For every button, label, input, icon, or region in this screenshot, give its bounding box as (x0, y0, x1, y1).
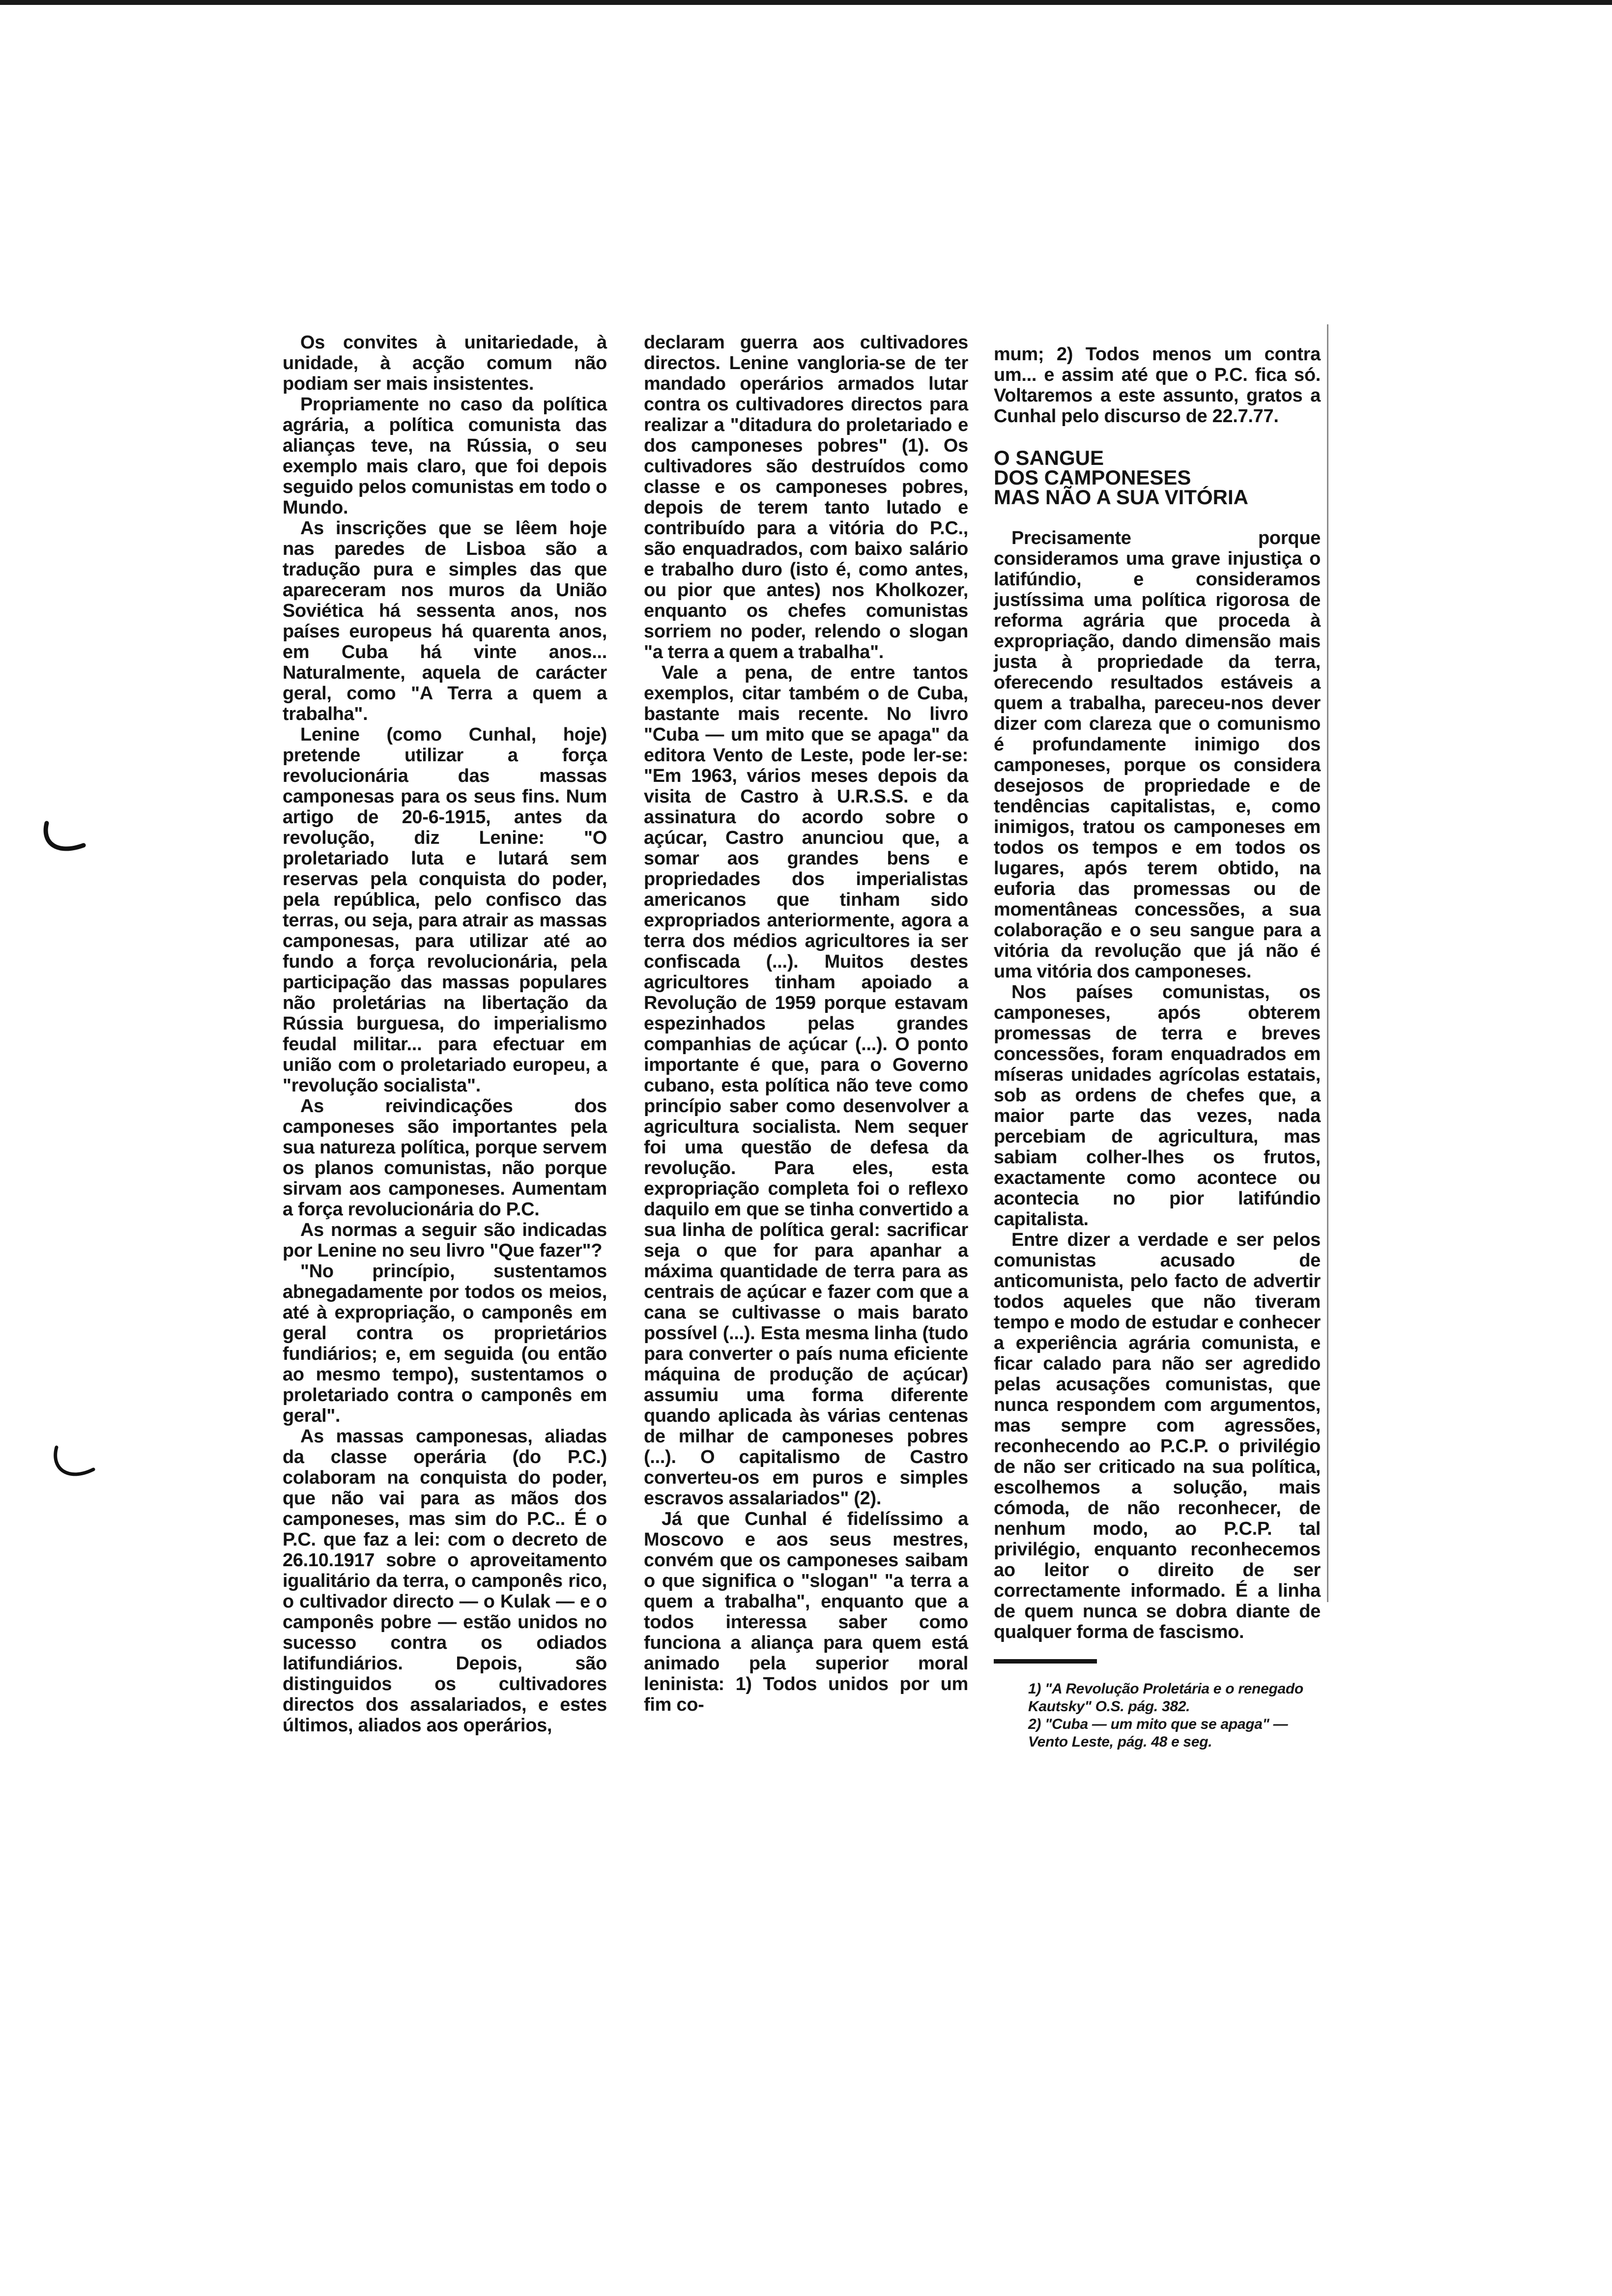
section-heading (994, 448, 1321, 507)
paragraph: As massas camponesas, aliadas da classe operária (do P.C.) colaboram na conquista do poder, que não vai para as mãos dos camponeses, mas sim do P.C.. É o P.C. que faz a lei: com o decreto de 26.10.1917 sobre o aproveitamento igualitário da terra, o camponês rico, o cultivador directo — o Kulak — e o camponês pobre — estão unidos no sucesso contra os odiados latifundiários. Depois, são distinguidos os cultivadores directos dos assalariados, e estes últimos, aliados aos operários, (283, 1426, 607, 1736)
paragraph: Já que Cunhal é fidelíssimo a Moscovo e aos seus mestres, convém que os camponeses saibam o que significa o "slogan" "a terra a quem a trabalha", enquanto que a todos interessa saber como funciona a aliança para quem está animado pela superior moral leninista: 1) Todos unidos por um fim co- (644, 1509, 968, 1715)
column-divider-line (1327, 324, 1328, 1602)
punch-hole-mark-bottom (42, 1435, 101, 1484)
paragraph: Entre dizer a verdade e ser pelos comunistas acusado de anticomunista, pelo facto de advertir todos aqueles que não tiveram tempo e modo de estudar e conhecer a experiência agrária comunista, e ficar calado para não ser agredido pelas acusações comunistas, que nunca respondem com argumentos, mas sempre com agressões, reconhecendo ao P.C.P. o privilégio de não ser criticado na sua política, escolhemos a solução, mais cómoda, de não reconhecer, de nenhum modo, ao P.C.P. tal privilégio, enquanto reconhecemos ao leitor o direito de ser correctamente informado. É a linha de quem nunca se dobra diante de qualquer forma de fascismo. (994, 1230, 1321, 1642)
paragraph: Os convites à unitariedade, à unidade, à acção comum não podiam ser mais insistentes. (283, 332, 607, 394)
heading-line: O SANGUE (994, 446, 1104, 469)
paragraph: As inscrições que se lêem hoje nas paredes de Lisboa são a tradução pura e simples das que apareceram nos muros da União Soviética há sessenta anos, nos países europeus há quarenta anos, em Cuba há vinte anos... Naturalmente, aquela de carácter geral, como "A Terra a quem a trabalha". (283, 518, 607, 724)
footnote: 1) "A Revolução Proletária e o renegado Kautsky" O.S. pág. 382. (1028, 1681, 1303, 1715)
heading-line: MAS NÃO A SUA VITÓRIA (994, 486, 1249, 509)
paragraph: declaram guerra aos cultivadores directos. Lenine vangloria-se de ter mandado operários armados lutar contra os cultivadores directos para realizar a "ditadura do proletariado e dos camponeses pobres" (1). Os cultivadores são destruídos como classe e os camponeses pobres, depois de terem tanto lutado e contribuído para a vitória do P.C., são enquadrados, com baixo salário e trabalho duro (isto é, como antes, ou pior que antes) nos Kholkozer, enquanto os chefes comunistas sorriem no poder, relendo o slogan "a terra a quem a trabalha". (644, 332, 968, 662)
paragraph: Lenine (como Cunhal, hoje) pretende utilizar a força revolucionária das massas camponesas para os seus fins. Num artigo de 20-6-1915, antes da revolução, diz Lenine: "O proletariado luta e lutará sem reservas pela conquista do poder, pela república, pelo confisco das terras, ou seja, para atrair as massas camponesas, para utilizar até ao fundo a força revolucionária, pela participação das massas populares não proletárias na libertação da Rússia burguesa, do imperialismo feudal militar... para efectuar em união com o proletariado europeu, a "revolução socialista". (283, 724, 607, 1096)
article-column-2 (644, 332, 968, 1715)
footnotes (994, 1680, 1321, 1751)
punch-hole-mark-top (34, 816, 93, 860)
paragraph: As reivindicações dos camponeses são importantes pela sua natureza política, porque servem os planos comunistas, não porque sirvam aos camponeses. Aumentam a força revolucionária do P.C. (283, 1096, 607, 1220)
paragraph: As normas a seguir são indicadas por Lenine no seu livro "Que fazer"? (283, 1220, 607, 1261)
end-rule (994, 1659, 1097, 1664)
paragraph: Vale a pena, de entre tantos exemplos, citar também o de Cuba, bastante mais recente. No livro "Cuba — um mito que se apaga" da editora Vento de Leste, pode ler-se: "Em 1963, vários meses depois da visita de Castro à U.R.S.S. e da assinatura do acordo sobre o açúcar, Castro anunciou que, a somar aos grandes bens e propriedades dos imperialistas americanos que tinham sido expropriados anteriormente, agora a terra dos médios agricultores ia ser confiscada (...). Muitos destes agricultores tinham apoiado a Revolução de 1959 porque estavam espezinhados pelas grandes companhias de açúcar (...). O ponto importante é que, para o Governo cubano, esta política não teve como princípio saber como desenvolver a agricultura socialista. Nem sequer foi uma questão de defesa da revolução. Para eles, esta expropriação completa foi o reflexo daquilo em que se tinha convertido a sua linha de política geral: sacrificar seja o que for para apanhar a máxima quantidade de terra para as centrais de açúcar e fazer com que a cana se cultivasse o mais barato possível (...). Esta mesma linha (tudo para converter o país numa eficiente máquina de produção de açúcar) assumiu uma forma diferente quando aplicada às várias centenas de milhar de camponeses pobres (...). O capitalismo de Castro converteu-os em puros e simples escravos assalariados" (2). (644, 662, 968, 1509)
paragraph: Propriamente no caso da política agrária, a política comunista das alianças teve, na Rússia, o seu exemplo mais claro, que foi depois seguido pelos comunistas em todo o Mundo. (283, 394, 607, 518)
paragraph: "No princípio, sustentamos abnegadamente por todos os meios, até à expropriação, o camponês em geral contra os proprietários fundiários; e, em seguida (ou então ao mesmo tempo), sustentamos o proletariado contra o camponês em geral". (283, 1261, 607, 1426)
article-column-1 (283, 332, 607, 1736)
paragraph: Precisamente porque consideramos uma grave injustiça o latifúndio, e consideramos justíssima uma política rigorosa de reforma agrária que proceda à expropriação, dando dimensão mais justa à propriedade da terra, oferecendo resultados estáveis a quem a trabalha, pareceu-nos dever dizer com clareza que o comunismo é profundamente inimigo dos camponeses, porque os considera desejosos de propriedade e de tendências capitalistas, e, como inimigos, tratou os camponeses em todos os tempos e em todos os lugares, após terem obtido, na euforia das promessas ou de momentâneas concessões, a sua colaboração e o seu sangue para a vitória da revolução que já não é uma vitória dos camponeses. (994, 528, 1321, 982)
paragraph: Nos países comunistas, os camponeses, após obterem promessas de terra e breves concessões, foram enquadrados em míseras unidades agrícolas estatais, sob as ordens de chefes que, a maior parte das vezes, nada percebiam de agricultura, mas sabiam colher-lhes os frutos, exactamente como acontece ou acontecia no pior latifúndio capitalista. (994, 982, 1321, 1230)
scan-top-border (0, 0, 1612, 5)
heading-line: DOS CAMPONESES (994, 466, 1191, 489)
paragraph: mum; 2) Todos menos um contra um... e assim até que o P.C. fica só. Voltaremos a este assunto, gratos a Cunhal pelo discurso de 22.7.77. (994, 344, 1321, 427)
article-column-3 (994, 344, 1321, 1751)
footnote: 2) "Cuba — um mito que se apaga" — Vento Leste, pág. 48 e seg. (1028, 1716, 1288, 1750)
